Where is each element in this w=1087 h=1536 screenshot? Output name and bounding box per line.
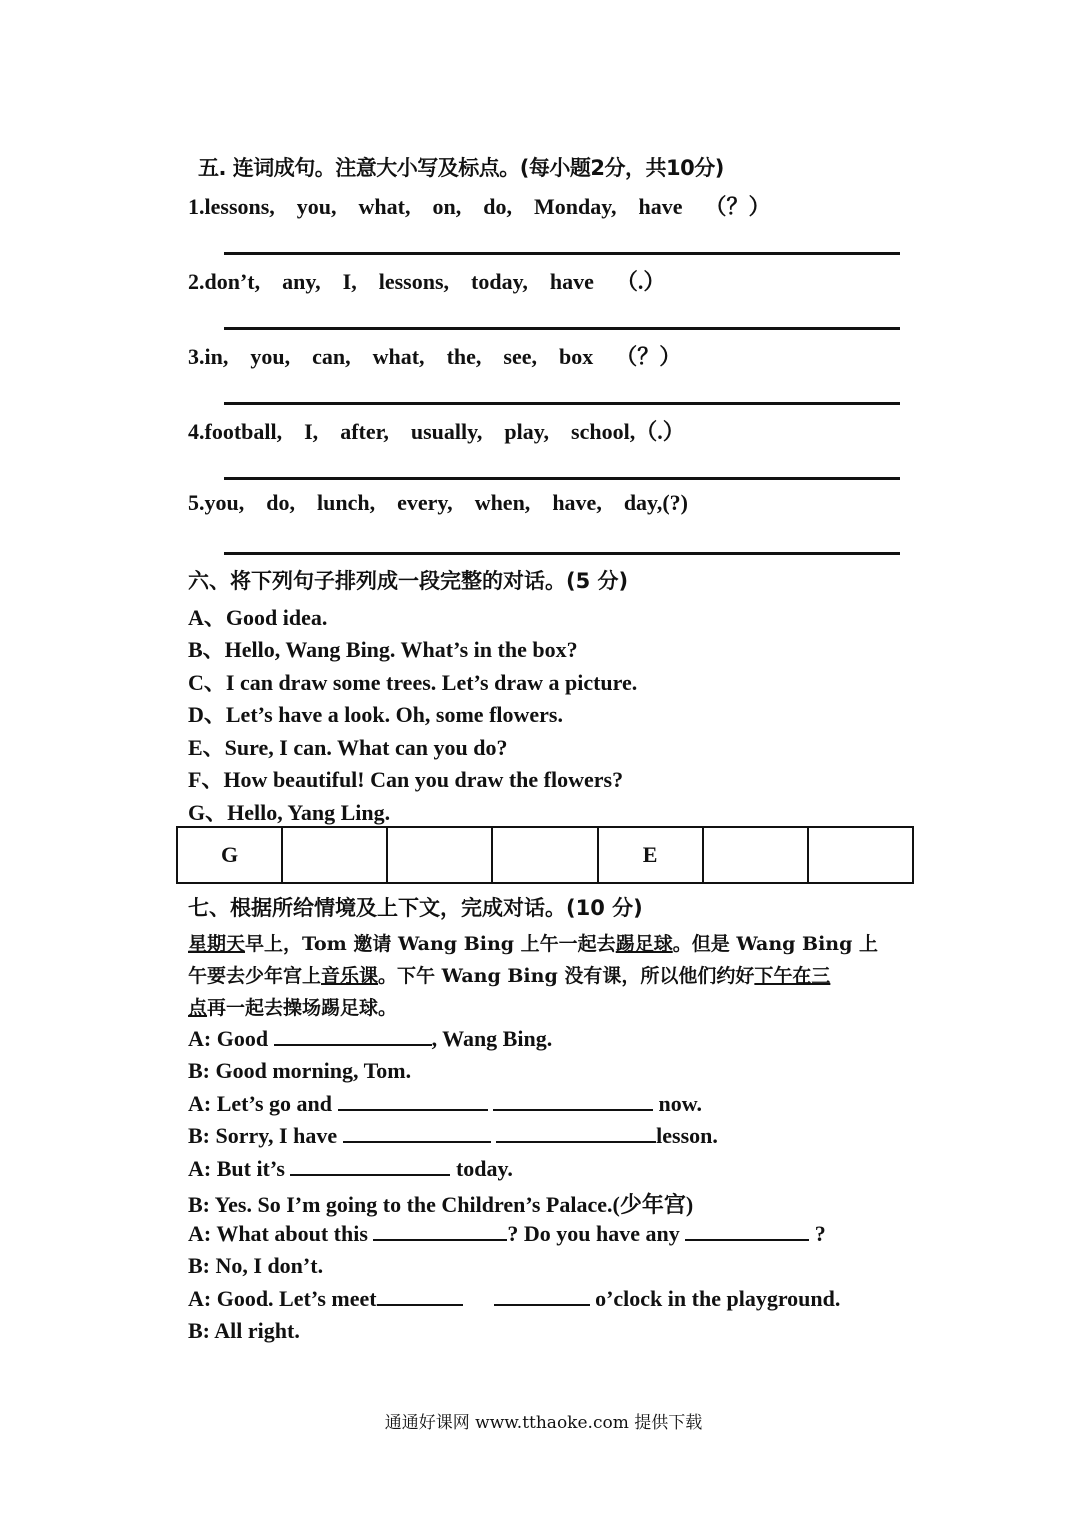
blank-10[interactable] bbox=[494, 1286, 590, 1306]
option-a: A、Good idea. bbox=[188, 605, 328, 630]
dialogue-line-4: B: Sorry, I have lesson. bbox=[188, 1123, 718, 1148]
answer-line-4[interactable] bbox=[224, 477, 900, 480]
order-cell-3[interactable] bbox=[387, 827, 492, 883]
scenario-text bbox=[188, 928, 908, 1024]
scenario-line-1: 星期天早上，Tom 邀请 Wang Bing 上午一起去踢足球。但是 Wang Bing 上 bbox=[188, 933, 879, 955]
option-c: C、I can draw some trees. Let’s draw a picture. bbox=[188, 670, 638, 695]
option-g: G、Hello, Yang Ling. bbox=[188, 800, 391, 825]
blank-1[interactable] bbox=[274, 1026, 432, 1046]
dialogue-line-2: B: Good morning, Tom. bbox=[188, 1058, 412, 1083]
order-cell-1[interactable]: G bbox=[177, 827, 282, 883]
dialogue-line-3: A: Let’s go and now. bbox=[188, 1091, 702, 1116]
order-cell-4[interactable] bbox=[492, 827, 597, 883]
order-row bbox=[177, 827, 913, 883]
blank-8[interactable] bbox=[685, 1221, 809, 1241]
section5-title: 五. 连词成句。注意大小写及标点。(每小题2分，共10分) bbox=[198, 156, 724, 180]
dialogue-line-7: A: What about this ? Do you have any ? bbox=[188, 1221, 826, 1246]
question-3: 3.in, you, can, what, the, see, box （？） bbox=[188, 344, 682, 369]
order-cell-6[interactable] bbox=[703, 827, 808, 883]
page-footer: 通通好课网 www.tthaoke.com 提供下载 bbox=[384, 1413, 703, 1433]
order-cell-2[interactable] bbox=[282, 827, 387, 883]
option-f: F、How beautiful! Can you draw the flowers? bbox=[188, 767, 624, 792]
order-cell-5[interactable]: E bbox=[598, 827, 703, 883]
answer-line-1[interactable] bbox=[224, 252, 900, 255]
section7-title: 七、根据所给情境及上下文，完成对话。(10 分) bbox=[188, 896, 643, 920]
option-d: D、Let’s have a look. Oh, some flowers. bbox=[188, 702, 563, 727]
scenario-line-2: 午要去少年宫上音乐课。下午 Wang Bing 没有课，所以他们约好下午在三 bbox=[188, 965, 831, 987]
blank-3[interactable] bbox=[493, 1091, 653, 1111]
blank-4[interactable] bbox=[343, 1123, 491, 1143]
option-e: E、Sure, I can. What can you do? bbox=[188, 735, 508, 760]
dialogue-line-9: A: Good. Let’s meet o’clock in the playground. bbox=[188, 1286, 841, 1311]
answer-line-2[interactable] bbox=[224, 327, 900, 330]
question-1: 1.lessons, you, what, on, do, Monday, have （？） bbox=[188, 194, 771, 219]
dialogue-line-6: B: Yes. So I’m going to the Children’s Palace.(少年宫) bbox=[188, 1192, 694, 1217]
dialogue-line-1: A: Good , Wang Bing. bbox=[188, 1026, 553, 1051]
answer-line-5[interactable] bbox=[224, 552, 900, 555]
dialogue-line-10: B: All right. bbox=[188, 1318, 300, 1343]
blank-2[interactable] bbox=[338, 1091, 488, 1111]
question-2: 2.don’t, any, I, lessons, today, have （.） bbox=[188, 269, 666, 294]
order-cell-7[interactable] bbox=[808, 827, 913, 883]
blank-7[interactable] bbox=[373, 1221, 507, 1241]
blank-9[interactable] bbox=[377, 1286, 463, 1306]
option-b: B、Hello, Wang Bing. What’s in the box? bbox=[188, 637, 578, 662]
section6-title: 六、将下列句子排列成一段完整的对话。(5 分) bbox=[188, 569, 629, 593]
question-5: 5.you, do, lunch, every, when, have, day,(?) bbox=[188, 490, 688, 515]
scenario-line-3: 点再一起去操场踢足球。 bbox=[188, 997, 398, 1019]
blank-5[interactable] bbox=[496, 1123, 656, 1143]
order-answer-table bbox=[176, 826, 914, 884]
blank-6[interactable] bbox=[290, 1156, 450, 1176]
dialogue-line-8: B: No, I don’t. bbox=[188, 1253, 324, 1278]
answer-line-3[interactable] bbox=[224, 402, 900, 405]
question-4: 4.football, I, after, usually, play, school,（.） bbox=[188, 419, 685, 444]
dialogue-line-5: A: But it’s today. bbox=[188, 1156, 513, 1181]
